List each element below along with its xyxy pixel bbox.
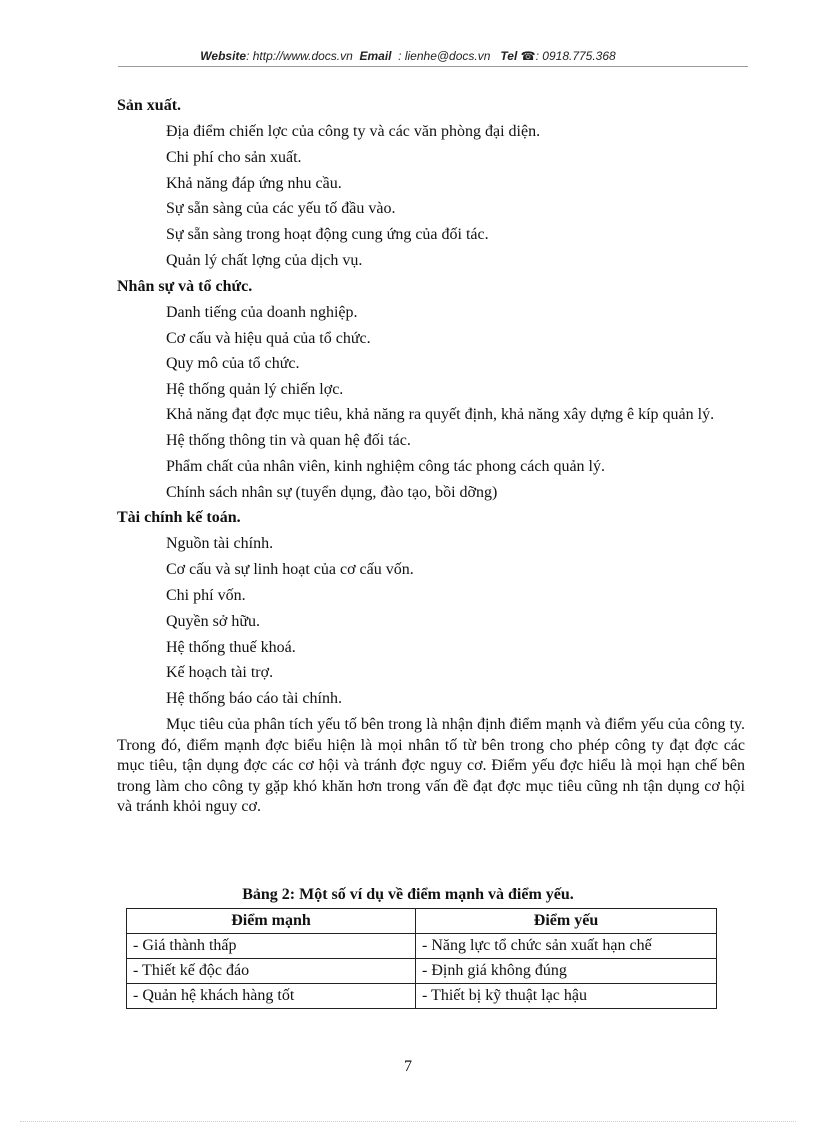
tel-label: Tel xyxy=(500,49,518,63)
list-item: Địa điểm chiến lợc của công ty và các văn phòng đại diện. xyxy=(166,123,541,140)
list-item: Quy mô của tổ chức. xyxy=(166,355,300,373)
list-item: Nguồn tài chính. xyxy=(166,535,274,553)
table-cell: - Quản hệ khách hàng tốt xyxy=(127,984,416,1009)
table-row xyxy=(127,934,717,959)
list-item: Khả năng đạt đợc mục tiêu, khả năng ra quyết định, khả năng xây dựng ê kíp quản lý. xyxy=(166,405,715,423)
list-item: Hệ thống thuế khoá. xyxy=(166,638,296,656)
table-row xyxy=(127,959,717,984)
list-item: Khả năng đáp ứng nhu cầu. xyxy=(166,174,342,192)
header-divider xyxy=(118,66,748,67)
column-header-strengths: Điểm mạnh xyxy=(127,909,416,934)
list-item: Cơ cấu và sự linh hoạt của cơ cấu vốn. xyxy=(166,561,414,579)
list-item: Hệ thống báo cáo tài chính. xyxy=(166,690,342,708)
website-label: Website xyxy=(200,49,247,63)
section-heading: Nhân sự và tổ chức. xyxy=(117,277,253,295)
page-number: 7 xyxy=(404,1058,412,1075)
phone-icon: ☎ xyxy=(520,49,536,63)
section-heading: Sản xuất. xyxy=(117,97,182,114)
list-item: Sự sẵn sàng trong hoạt động cung ứng của đối tác. xyxy=(166,226,489,244)
website-value: : http://www.docs.vn xyxy=(246,49,353,63)
list-item: Sự sẵn sàng của các yếu tố đầu vào. xyxy=(166,200,396,218)
list-item: Quản lý chất lợng của dịch vụ. xyxy=(166,251,363,269)
table-cell: - Định giá không đúng xyxy=(416,959,717,984)
list-item: Danh tiếng của doanh nghiệp. xyxy=(166,303,358,321)
list-item: Phẩm chất của nhân viên, kinh nghiệm công tác phong cách quản lý. xyxy=(166,457,605,475)
list-item: Kế hoạch tài trợ. xyxy=(166,664,274,682)
body-paragraph: Mục tiêu của phân tích yếu tố bên trong là nhận định điểm mạnh và điểm yếu của công ty. Trong đó, điểm mạnh đợc biểu hiện là mọi nhân tố từ bên trong cho phép công ty đạt đợc các mục tiêu, tận dụng đợc các cơ hội và tránh đợc nguy cơ. Điểm yếu đợc hiểu là mọi hạn chế bên trong làm cho công ty gặp khó khăn hơn trong vấn đề đạt đợc mục tiêu cũng nh tận dụng cơ hội và tránh khỏi nguy cơ. xyxy=(117,715,745,816)
strengths-weaknesses-table xyxy=(126,908,717,1009)
email-value: : lienhe@docs.vn xyxy=(398,49,491,63)
email-label: Email xyxy=(359,49,392,63)
table-header-row xyxy=(127,909,717,934)
footer-divider xyxy=(20,1121,796,1122)
list-item: Hệ thống thông tin và quan hệ đối tác. xyxy=(166,431,411,449)
list-item: Quyền sở hữu. xyxy=(166,612,261,630)
page-header xyxy=(0,49,816,63)
table-cell: - Thiết bị kỹ thuật lạc hậu xyxy=(416,984,717,1009)
list-item: Cơ cấu và hiệu quả của tổ chức. xyxy=(166,329,371,347)
table-cell: - Thiết kế độc đáo xyxy=(127,959,416,984)
list-item: Chi phí vốn. xyxy=(166,586,246,604)
table-cell: - Năng lực tổ chức sản xuất hạn chế xyxy=(416,934,717,959)
table-row xyxy=(127,984,717,1009)
column-header-weaknesses: Điểm yếu xyxy=(416,909,717,934)
table-caption: Bảng 2: Một số ví dụ về điểm mạnh và điểm yếu. xyxy=(242,886,574,903)
list-item: Chi phí cho sản xuất. xyxy=(166,148,302,166)
list-item: Chính sách nhân sự (tuyển dụng, đào tạo, bồi dỡng) xyxy=(166,483,498,501)
table-cell: - Giá thành thấp xyxy=(127,934,416,959)
document-body xyxy=(117,94,745,818)
list-item: Hệ thống quản lý chiến lợc. xyxy=(166,381,344,399)
section-heading: Tài chính kế toán. xyxy=(117,509,241,527)
tel-value: : 0918.775.368 xyxy=(535,49,616,63)
